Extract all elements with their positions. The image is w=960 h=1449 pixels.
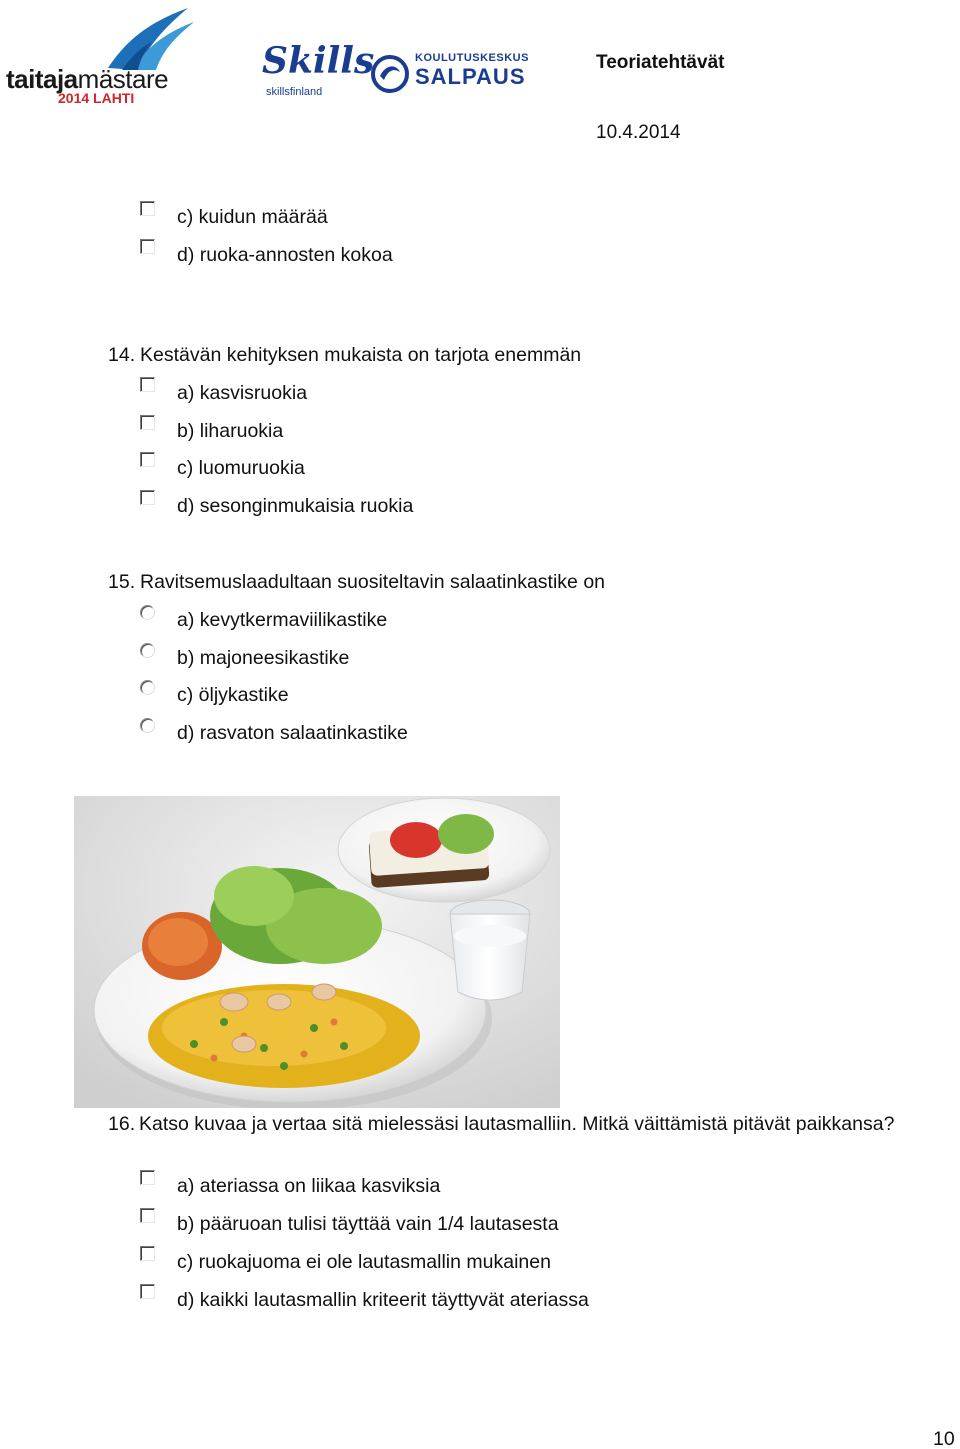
radio-button[interactable]	[140, 680, 155, 695]
q15-option-d[interactable]	[140, 720, 740, 746]
q16-option-c[interactable]	[140, 1249, 740, 1275]
q16-option-b[interactable]	[140, 1211, 740, 1237]
option-label: c) kuidun määrää	[177, 206, 328, 228]
checkbox[interactable]	[140, 452, 155, 467]
option-label: b) pääruoan tulisi täyttää vain 1/4 lautasesta	[177, 1213, 559, 1235]
question-16	[108, 1112, 898, 1136]
question-15	[108, 570, 605, 594]
radio-button[interactable]	[140, 643, 155, 658]
q14-option-b[interactable]	[140, 418, 740, 444]
option-label: a) kevytkermaviilikastike	[177, 609, 388, 631]
question-text: Kestävän kehityksen mukaista on tarjota enemmän	[140, 344, 582, 366]
option-label: a) ateriassa on liikaa kasviksia	[177, 1175, 441, 1197]
checkbox[interactable]	[140, 490, 155, 505]
option-label: c) luomuruokia	[177, 457, 305, 479]
question-number: 15.	[108, 571, 136, 593]
q13-option-d[interactable]	[140, 242, 740, 268]
q14-option-d[interactable]	[140, 493, 740, 519]
taitajamastare-logo: taitajamästare 2014 LAHTI	[6, 4, 196, 104]
checkbox[interactable]	[140, 377, 155, 392]
q13-option-c[interactable]	[140, 204, 740, 230]
question-number: 16.	[108, 1113, 136, 1135]
option-label: d) sesonginmukaisia ruokia	[177, 495, 414, 517]
checkbox[interactable]	[140, 1284, 155, 1299]
salpaus-logo: KOULUTUSKESKUS SALPAUS	[370, 52, 520, 96]
checkbox[interactable]	[140, 239, 155, 254]
q15-option-a[interactable]	[140, 607, 740, 633]
q14-option-c[interactable]	[140, 455, 740, 481]
question-number: 14.	[108, 344, 136, 366]
page-number: 10	[933, 1428, 955, 1449]
radio-button[interactable]	[140, 605, 155, 620]
q16-option-d[interactable]	[140, 1287, 740, 1313]
checkbox[interactable]	[140, 415, 155, 430]
q15-option-b[interactable]	[140, 645, 740, 671]
question-text: Katso kuvaa ja vertaa sitä mielessäsi lautasmalliin. Mitkä väittämistä pitävät paikkansa?	[139, 1113, 895, 1135]
option-label: b) majoneesikastike	[177, 647, 350, 669]
meal-photo	[74, 796, 560, 1108]
radio-button[interactable]	[140, 718, 155, 733]
option-label: a) kasvisruokia	[177, 382, 308, 404]
checkbox[interactable]	[140, 201, 155, 216]
q15-option-c[interactable]	[140, 682, 740, 708]
document-date: 10.4.2014	[596, 122, 681, 143]
option-label: d) kaikki lautasmallin kriteerit täyttyvät ateriassa	[177, 1289, 589, 1311]
q16-option-a[interactable]	[140, 1173, 740, 1199]
document-title: Teoriatehtävät	[596, 52, 725, 73]
q14-option-a[interactable]	[140, 380, 740, 406]
option-label: b) liharuokia	[177, 420, 284, 442]
checkbox[interactable]	[140, 1208, 155, 1223]
skills-finland-logo: Skills skillsfinland	[262, 40, 375, 98]
option-label: c) ruokajuoma ei ole lautasmallin mukainen	[177, 1251, 551, 1273]
option-label: d) rasvaton salaatinkastike	[177, 722, 408, 744]
checkbox[interactable]	[140, 1170, 155, 1185]
checkbox[interactable]	[140, 1246, 155, 1261]
question-text: Ravitsemuslaadultaan suositeltavin salaatinkastike on	[140, 571, 606, 593]
salpaus-emblem-icon	[370, 54, 410, 94]
option-label: d) ruoka-annosten kokoa	[177, 244, 393, 266]
option-label: c) öljykastike	[177, 684, 289, 706]
question-14	[108, 343, 581, 367]
